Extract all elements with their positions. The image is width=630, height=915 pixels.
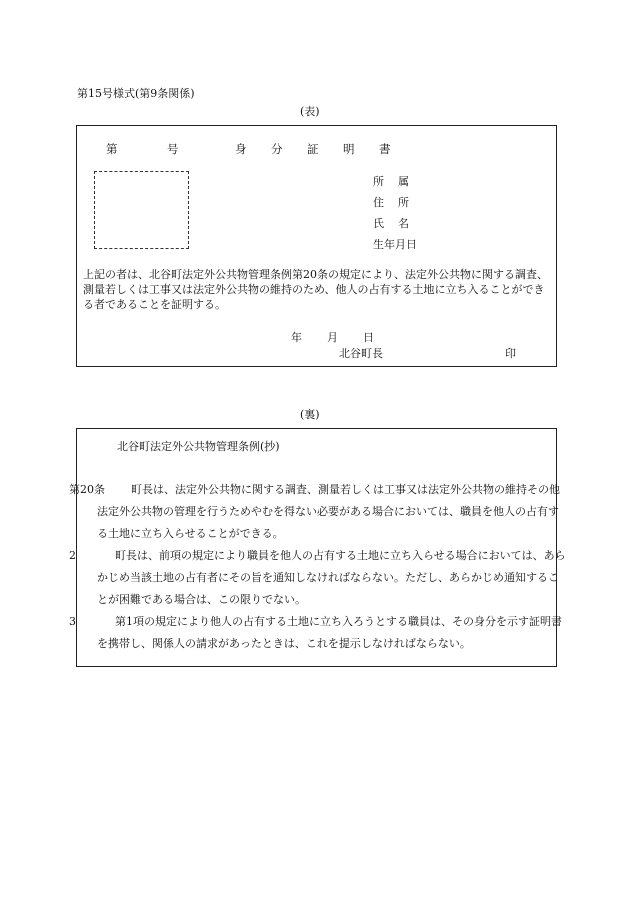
- header-bun: 分: [271, 142, 283, 156]
- date-day: 日: [363, 331, 374, 344]
- article-number: 第20条: [69, 483, 105, 496]
- mayor-title: 北谷町長: [339, 347, 383, 360]
- date-year: 年: [291, 331, 302, 344]
- id-card-back: [69, 428, 566, 667]
- article-paragraph-2: [69, 545, 567, 611]
- field-affiliation-label: 所 属: [373, 175, 409, 188]
- photo-placeholder: [94, 171, 189, 249]
- ordinance-title: 北谷町法定外公共物管理条例(抄): [117, 440, 280, 453]
- date-month: 月: [327, 331, 338, 344]
- header-sho: 証: [307, 142, 319, 156]
- paragraph-text: 町長は、前項の規定により職員を他人の占有する土地に立ち入らせる場合においては、あらかじめ当該土地の占有者にその旨を通知しなければならない。ただし、あらかじめ通知することが困難である場合は、この限りでない。: [97, 549, 566, 606]
- paragraph-number: 2: [69, 549, 76, 562]
- front-side-label: (表): [300, 105, 320, 118]
- certificate-text: 上記の者は、北谷町法定外公共物管理条例第20条の規定により、法定外公共物に関する調査、測量若しくは工事又は法定外公共物の維持のため、他人の占有する土地に立ち入ることができる者であることを証明する。: [83, 268, 548, 311]
- field-address-label: 住 所: [373, 196, 409, 209]
- header-mei: 明: [343, 142, 355, 156]
- article-paragraph-3: [69, 611, 567, 655]
- header-dai: 第: [106, 142, 118, 156]
- back-side-label: (裏): [300, 408, 320, 421]
- article-text: 町長は、法定外公共物に関する調査、測量若しくは工事又は法定外公共物の維持その他法定外公共物の管理を行うためやむを得ない必要がある場合においては、職員を他人の占有する土地に立ち入らせることができる。: [97, 483, 560, 540]
- header-mi: 身: [235, 142, 247, 156]
- seal-mark: 印: [505, 347, 516, 360]
- header-go: 号: [167, 142, 179, 156]
- field-birthdate-label: 生年月日: [373, 238, 417, 251]
- form-title: 第15号様式(第9条関係): [77, 87, 195, 100]
- paragraph-number: 3: [69, 615, 76, 628]
- article-20: [69, 479, 567, 545]
- header-gaki: 書: [379, 142, 391, 156]
- field-name-label: 氏 名: [373, 217, 409, 230]
- paragraph-text: 第1項の規定により他人の占有する土地に立ち入ろうとする職員は、その身分を示す証明書を携帯し、関係人の請求があったときは、これを提示しなければならない。: [97, 615, 562, 650]
- id-card-front: [76, 125, 557, 367]
